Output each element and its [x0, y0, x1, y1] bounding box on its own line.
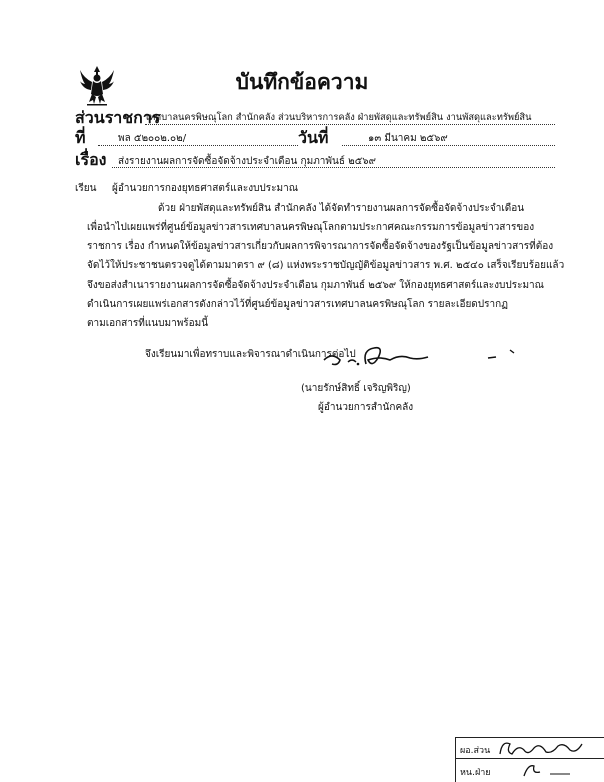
agency-label: ส่วนราชการ [75, 108, 161, 127]
closing-line: จึงเรียนมาเพื่อทราบและพิจารณาดำเนินการต่อไป [145, 349, 356, 360]
memo-title: บันทึกข้อความ [235, 70, 369, 94]
paragraph-line: ราชการ เรื่อง กำหนดให้ข้อมูลข่าวสารเกี่ยวกับผลการพิจารณาการจัดซื้อจัดจ้างของรัฐเป็นข้อมูลข่าวสารที่ต้อง [87, 241, 554, 252]
salutation-label: เรียน [75, 183, 97, 194]
paragraph-line: ตามเอกสารที่แนบมาพร้อมนี้ [87, 318, 209, 329]
stamp-director-label: ผอ.ส่วน [460, 746, 491, 756]
ref-label: ที่ [75, 128, 86, 147]
ref-value: พล ๕๒๐๐๒.๐๒/ [118, 133, 187, 144]
date-label: วันที่ [298, 128, 329, 147]
signature-handwritten [318, 340, 538, 372]
subject-underline [112, 167, 555, 168]
signatory-name: (นายรักษ์สิทธิ์ เจริญพิริญ) [301, 383, 411, 394]
paragraph-line: เพื่อนำไปเผยแพร่ที่ศูนย์ข้อมูลข่าวสารเทศบาลนครพิษณุโลกตามประกาศคณะกรรมการข้อมูลข่าวสารของ [87, 222, 535, 233]
agency-underline [145, 124, 555, 125]
signatory-position: ผู้อำนวยการสำนักคลัง [318, 402, 414, 413]
stamp-handwriting [494, 738, 604, 782]
subject-label: เรื่อง [75, 150, 107, 169]
subject-value: ส่งรายงานผลการจัดซื้อจัดจ้างประจำเดือน กุมภาพันธ์ ๒๕๖๙ [118, 156, 376, 167]
date-underline [342, 145, 555, 146]
paragraph-line: ด้วย ฝ่ายพัสดุและทรัพย์สิน สำนักคลัง ได้จัดทำรายงานผลการจัดซื้อจัดจ้างประจำเดือน [158, 203, 525, 214]
paragraph-line: จึงขอส่งสำเนารายงานผลการจัดซื้อจัดจ้างประจำเดือน กุมภาพันธ์ ๒๕๖๙ ให้กองยุทธศาสตร์และงบประมาณ [87, 280, 544, 291]
ref-underline [98, 145, 298, 146]
routing-stamp-box [455, 737, 604, 782]
agency-value: เทศบาลนครพิษณุโลก สำนักคลัง ส่วนบริหารการคลัง ฝ่ายพัสดุและทรัพย์สิน งานพัสดุและทรัพย์สิน [146, 112, 532, 123]
paragraph-line: จัดไว้ให้ประชาชนตรวจดูได้ตามมาตรา ๙ (๘) แห่งพระราชบัญญัติข้อมูลข่าวสาร พ.ศ. ๒๕๔๐ เสร็จเรียบร้อยแล้ว [87, 260, 565, 271]
paragraph-line: ดำเนินการเผยแพร่เอกสารดังกล่าวไว้ที่ศูนย์ข้อมูลข่าวสารเทศบาลนครพิษณุโลก รายละเอียดปรากฏ [87, 299, 508, 310]
salutation-value: ผู้อำนวยการกองยุทธศาสตร์และงบประมาณ [112, 183, 299, 194]
date-value: ๑๓ มีนาคม ๒๕๖๙ [368, 133, 448, 144]
stamp-head-label: หน.ฝ่าย [460, 768, 491, 778]
